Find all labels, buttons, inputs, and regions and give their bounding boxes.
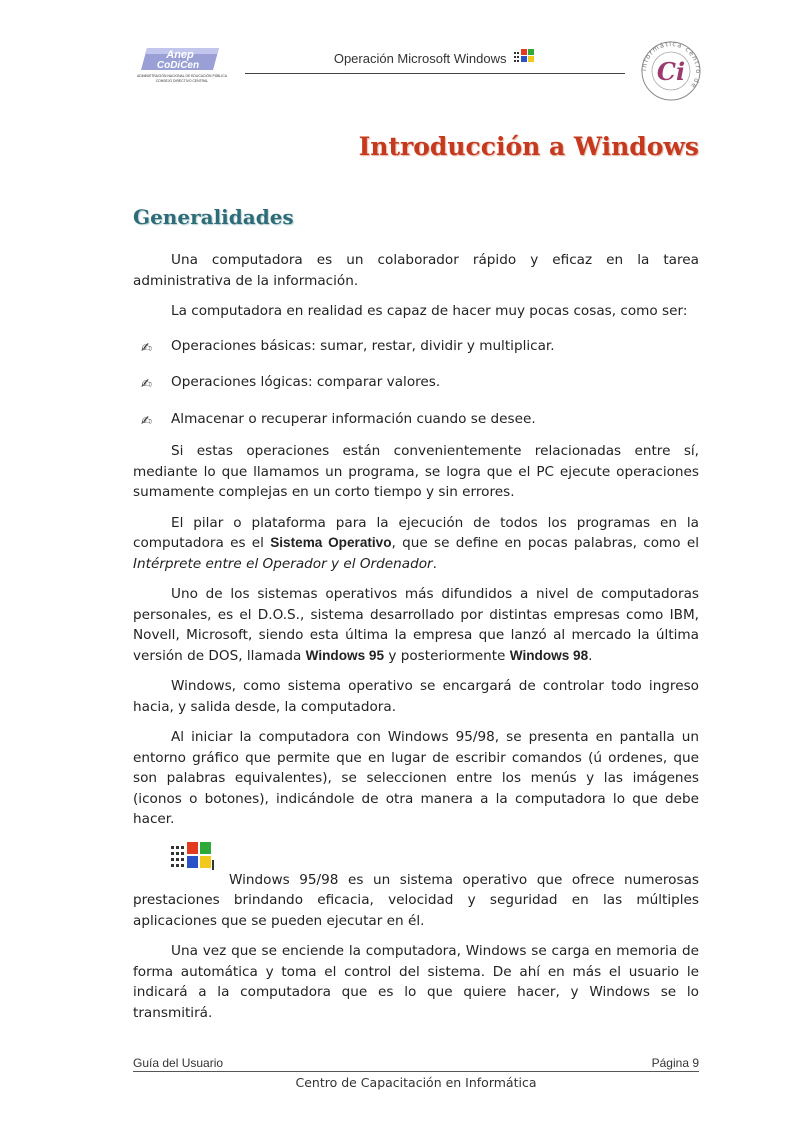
windows-flag-icon xyxy=(514,48,536,65)
p5-text-b: y posteriormente xyxy=(384,647,510,664)
paragraph-4 xyxy=(133,513,699,575)
writing-hand-icon: ✍ xyxy=(141,413,152,429)
writing-hand-icon: ✍ xyxy=(141,340,152,356)
footer-center-text: Centro de Capacitación en Informática xyxy=(295,1075,537,1090)
logo-text-codicen: CoDiCen xyxy=(156,60,200,71)
p4-text-c: . xyxy=(432,555,437,572)
logo-caption-line2: CONSEJO DIRECTIVO CENTRAL xyxy=(155,79,209,83)
p5-bold-windows95: Windows 95 xyxy=(305,647,385,663)
paragraph-9: Una vez que se enciende la computadora, Windows se carga en memoria de forma automática y toma el control del sistema. De ahí en más el usuario le indicará a la computadora que es lo que quiere hacer, y Windows se lo transmitirá. xyxy=(133,943,699,1021)
logo-ci-text: Ci xyxy=(656,57,686,86)
windows-paragraph xyxy=(133,870,699,932)
logo-ring-text: informática centro de xyxy=(640,40,702,91)
logo-text-anep: Anep xyxy=(166,49,194,61)
page-title: Introducción a Windows xyxy=(358,132,699,161)
paragraph-7: Al iniciar la computadora con Windows 95/98, se presenta en pantalla un entorno gráfico que permite que en lugar de escribir comandos (ú ordenes, que son palabras equivalentes), se seleccionen entre los menús y las imágenes (iconos o botones), indicándole de otra manera a la computadora lo que debe hacer. xyxy=(133,729,699,827)
p5-bold-windows98: Windows 98 xyxy=(509,647,589,663)
header-title xyxy=(245,48,625,66)
body-text xyxy=(133,250,699,1033)
logo-caption-line1: ADMINISTRACIÓN NACIONAL DE EDUCACIÓN PÚBLICA xyxy=(137,74,227,78)
footer-rule xyxy=(133,1071,699,1072)
p4-text-b: , que se define en pocas palabras, como el xyxy=(391,535,699,551)
p4-bold-sistema-operativo: Sistema Operativo xyxy=(270,535,392,550)
paragraph-5 xyxy=(133,584,699,666)
p5-text-c: . xyxy=(588,647,593,664)
footer-guide-label: Guía del Usuario xyxy=(133,1056,224,1070)
footer-page-number: Página 9 xyxy=(651,1056,699,1070)
paragraph-1: Una computadora es un colaborador rápido y eficaz en la tarea administrativa de la información. xyxy=(133,252,699,289)
ci-informatica-logo xyxy=(640,40,702,102)
p4-text-a: El pilar o plataforma para la ejecución de todos los programas en la computadora es el xyxy=(133,514,699,551)
section-heading: Generalidades xyxy=(133,205,294,229)
header-rule xyxy=(245,73,625,74)
list-item xyxy=(133,372,699,393)
windows-logo-icon xyxy=(171,840,215,876)
paragraph-8: Windows 95/98 es un sistema operativo que ofrece numerosas prestaciones brindando eficacia, velocidad y seguridad en las múltiples aplicaciones que se pueden ejecutar en él. xyxy=(133,871,699,929)
list-item-text: Operaciones básicas: sumar, restar, dividir y multiplicar. xyxy=(171,337,555,354)
list-item-text: Operaciones lógicas: comparar valores. xyxy=(171,374,441,390)
list-item-text: Almacenar o recuperar información cuando se desee. xyxy=(171,410,536,427)
p5-text-a: Uno de los sistemas operativos más difundidos a nivel de computadoras personales, es el D.O.S., sistema desarrollado por distintas empresas como IBM, Novell, Microsoft, siendo esta última la empresa que lanzó al mercado la última versión de DOS, llamada xyxy=(133,586,699,664)
writing-hand-icon: ✍ xyxy=(141,377,152,392)
p4-italic-definition: Intérprete entre el Operador y el Ordenador xyxy=(133,555,433,572)
list-item xyxy=(133,409,699,430)
paragraph-3: Si estas operaciones están convenientemente relacionadas entre sí, mediante lo que llamamos un programa, se logra que el PC ejecute operaciones sumamente complejas en un corto tiempo y sin errores. xyxy=(133,443,699,500)
paragraph-6: Windows, como sistema operativo se encargará de controlar todo ingreso hacia, y salida desde, la computadora. xyxy=(133,678,699,715)
paragraph-2: La computadora en realidad es capaz de hacer muy pocas cosas, como ser: xyxy=(171,303,688,319)
list-item xyxy=(133,336,699,357)
anep-codicen-logo xyxy=(133,44,231,86)
header-title-text: Operación Microsoft Windows xyxy=(333,51,507,66)
